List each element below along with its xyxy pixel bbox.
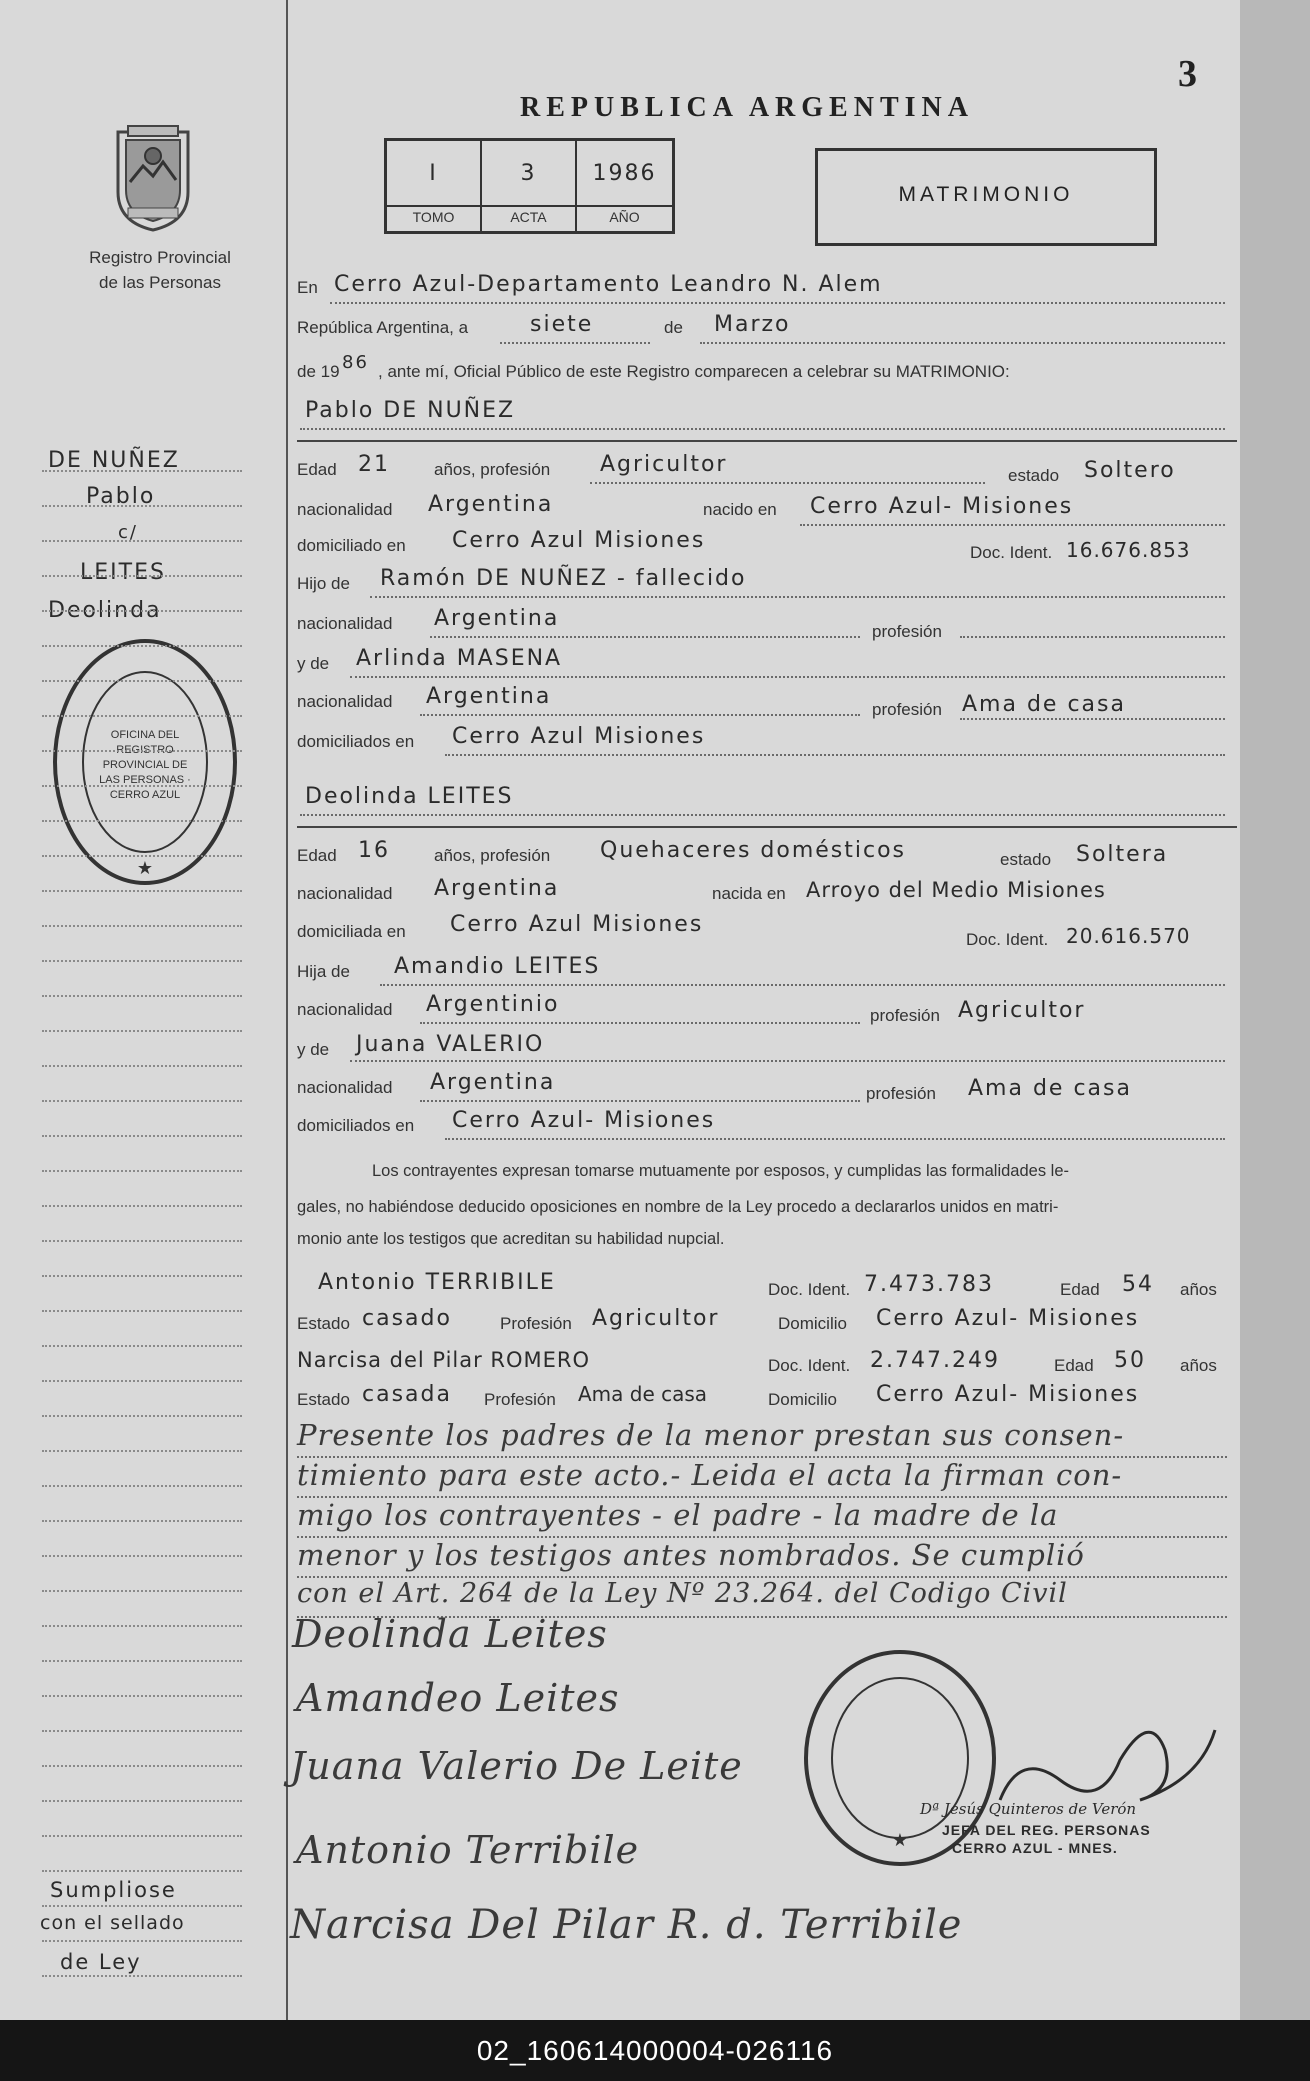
note-line5: con el Art. 264 de la Ley Nº 23.264. del Codigo Civil [297,1578,1068,1609]
margin-guide-line [42,960,242,962]
margin-guide-line [42,1065,242,1067]
margin-guide-line [42,575,242,577]
bride-nacida: Arroyo del Medio Misiones [806,878,1106,902]
groom-mother-prof: Ama de casa [962,692,1126,717]
province-seal-icon [108,122,198,234]
marriage-day: siete [530,312,594,337]
groom-nacido: Cerro Azul- Misiones [810,494,1074,519]
intro-statement: , ante mí, Oficial Público de este Registro comparecen a celebrar su MATRIMONIO: [378,362,1010,381]
document-type-box [815,148,1157,246]
label-bride-father-nac: nacionalidad [297,1000,393,1019]
groom-parents-dom: Cerro Azul Misiones [452,724,706,749]
groom-estado: Soltero [1084,458,1176,483]
margin-guide-line [42,750,242,752]
margin-rule [286,0,288,2020]
label-witness1-anos: años [1180,1280,1217,1299]
declaration-line2: gales, no habiéndose deducido oposiciones en nombre de la Ley procedo a declararlos unidos en matri- [297,1198,1059,1216]
declaration-line3: monio ante los testigos que acreditan su habilidad nupcial. [297,1230,725,1248]
label-bride-mother-prof: profesión [866,1084,936,1103]
label-witness1-profesion: Profesión [500,1314,572,1333]
registry-name-line1: Registro Provincial [89,248,231,267]
margin-note-line2: con el sellado [40,1912,185,1934]
label-groom-hijo: Hijo de [297,574,350,593]
anio-label: AÑO [577,205,672,225]
margin-guide-line [42,540,242,542]
margin-guide-line [42,1275,242,1277]
label-groom-doc: Doc. Ident. [970,543,1053,562]
margin-guide-line [42,925,242,927]
signature-witness1: Antonio Terribile [296,1828,640,1872]
label-bride-doc: Doc. Ident. [966,930,1049,949]
margin-guide-line [42,1485,242,1487]
label-groom-domicilio: domiciliado en [297,536,406,555]
witness2-profesion: Ama de casa [578,1382,708,1406]
margin-guide-line [42,1975,242,1977]
bride-mother: Juana VALERIO [356,1032,545,1057]
margin-surname: DE NUÑEZ [48,448,180,473]
label-bride-edad: Edad [297,846,337,865]
margin-guide-line [42,1835,242,1837]
note-line4: menor y los testigos antes nombrados. Se cumplió [297,1538,1085,1572]
label-groom-parents-dom: domiciliados en [297,732,415,751]
page-edge [1240,0,1310,2020]
margin-guide-line [42,505,242,507]
label-groom-mother-nac: nacionalidad [297,692,393,711]
bride-edad: 16 [358,838,390,863]
label-witness2-domicilio: Domicilio [768,1390,837,1409]
margin-guide-line [42,1345,242,1347]
label-bride-father-prof: profesión [870,1006,940,1025]
bride-profesion: Quehaceres domésticos [600,838,907,863]
margin-guide-line [42,1870,242,1872]
image-caption: 02_160614000004-026116 [476,2035,834,2066]
margin-note-line1: Sumpliose [50,1878,177,1902]
margin-connector: c/ [118,522,138,543]
witness1-doc: 7.473.783 [864,1272,994,1297]
label-groom-father-nac: nacionalidad [297,614,393,633]
margin-guide-line [42,470,242,472]
margin-guide-line [42,1030,242,1032]
label-bride-nacida: nacida en [712,884,786,903]
record-reference-box [384,138,675,234]
marriage-year-suffix: 86 [342,352,369,373]
label-witness2-doc: Doc. Ident. [768,1356,851,1375]
witness1-profesion: Agricultor [592,1306,720,1331]
groom-edad: 21 [358,452,390,477]
note-line2: timiento para este acto.- Leida el acta la firman con- [297,1458,1123,1492]
tomo-value: I [429,161,438,186]
margin-guide-line [42,785,242,787]
witness2-name: Narcisa del Pilar ROMERO [297,1348,591,1372]
acta-value: 3 [520,161,537,186]
label-groom-yde: y de [297,654,330,673]
margin-bride-given: Deolinda [48,598,162,623]
official-office: CERRO AZUL - MNES. [952,1840,1118,1856]
signature-bride-father: Amandeo Leites [296,1676,620,1720]
declaration-line1: Los contrayentes expresan tomarse mutuamente por esposos, y cumplidas las formalidades le- [372,1162,1070,1180]
country-title: REPUBLICA ARGENTINA [520,92,974,123]
margin-guide-line [42,1905,242,1907]
bride-father-prof: Agricultor [958,998,1086,1023]
margin-guide-line [42,890,242,892]
margin-guide-line [42,1205,242,1207]
margin-guide-line [42,1240,242,1242]
margin-guide-line [42,1100,242,1102]
witness2-domicilio: Cerro Azul- Misiones [876,1382,1140,1407]
witness1-estado: casado [362,1306,452,1331]
bride-parents-dom: Cerro Azul- Misiones [452,1108,716,1133]
groom-mother: Arlinda MASENA [356,646,563,671]
label-en: En [297,278,318,297]
margin-guide-line [42,1170,242,1172]
label-witness1-doc: Doc. Ident. [768,1280,851,1299]
margin-guide-line [42,855,242,857]
label-bride-profesion: años, profesión [434,846,551,865]
margin-guide-line [42,1765,242,1767]
page-number: 3 [1178,53,1197,95]
label-groom-profesion: años, profesión [434,460,551,479]
label-bride-estado: estado [1000,850,1052,869]
svg-text:★: ★ [891,1830,909,1851]
bride-mother-nac: Argentina [430,1070,556,1095]
groom-doc: 16.676.853 [1066,538,1191,562]
label-groom-mother-prof: profesión [872,700,942,719]
anio-value: 1986 [592,161,657,186]
groom-mother-nac: Argentina [426,684,552,709]
label-groom-estado: estado [1008,466,1060,485]
label-groom-father-prof: profesión [872,622,942,641]
witness2-edad: 50 [1114,1348,1146,1373]
label-bride-yde: y de [297,1040,330,1059]
label-witness2-profesion: Profesión [484,1390,556,1409]
label-bride-parents-dom: domiciliados en [297,1116,415,1135]
bride-father: Amandio LEITES [394,954,601,979]
official-name: Dª Jesús Quinteros de Verón [920,1800,1137,1818]
witness2-estado: casada [362,1382,452,1407]
margin-guide-line [42,715,242,717]
bride-domicilio: Cerro Azul Misiones [450,912,704,937]
signature-witness2: Narcisa Del Pilar R. d. Terribile [290,1902,963,1948]
bride-doc: 20.616.570 [1066,924,1191,948]
margin-given-name: Pablo [86,484,156,509]
margin-guide-line [42,1800,242,1802]
label-groom-nacido: nacido en [703,500,777,519]
margin-guide-line [42,1380,242,1382]
margin-guide-line [42,1695,242,1697]
bride-father-nac: Argentinio [426,992,560,1017]
marriage-place: Cerro Azul-Departamento Leandro N. Alem [334,272,883,297]
margin-guide-line [42,1520,242,1522]
label-witness2-anos: años [1180,1356,1217,1375]
signature-bride-mother: Juana Valerio De Leite [290,1744,743,1788]
label-witness2-edad: Edad [1054,1356,1094,1375]
margin-note-line3: de Ley [60,1950,142,1974]
label-witness1-edad: Edad [1060,1280,1100,1299]
label-witness1-estado: Estado [297,1314,350,1333]
registry-stamp-text: OFICINA DEL REGISTRO PROVINCIAL DE LAS PERSONAS · CERRO AZUL [99,729,191,801]
label-de-month: de [664,318,683,337]
witness1-edad: 54 [1122,1272,1154,1297]
label-groom-nacionalidad: nacionalidad [297,500,393,519]
margin-guide-line [42,645,242,647]
margin-guide-line [42,1590,242,1592]
groom-profesion: Agricultor [600,452,728,477]
label-year-prefix: de 19 [297,362,340,381]
bride-nacionalidad: Argentina [434,876,560,901]
margin-guide-line [42,1415,242,1417]
margin-guide-line [42,1450,242,1452]
svg-text:★: ★ [136,858,154,879]
groom-father: Ramón DE NUÑEZ - fallecido [380,566,747,591]
registry-name-line2: de las Personas [99,273,221,292]
margin-guide-line [42,1730,242,1732]
label-bride-domicilio: domiciliada en [297,922,406,941]
witness1-name: Antonio TERRIBILE [318,1270,556,1295]
label-bride-hija: Hija de [297,962,350,981]
official-title: JEFA DEL REG. PERSONAS [942,1822,1151,1838]
margin-guide-line [42,995,242,997]
bride-estado: Soltera [1076,842,1169,867]
margin-guide-line [42,1135,242,1137]
label-republica: República Argentina, a [297,318,469,337]
label-bride-nacionalidad: nacionalidad [297,884,393,903]
margin-guide-line [42,1660,242,1662]
bride-name: Deolinda LEITES [305,784,514,809]
note-line3: migo los contrayentes - el padre - la madre de la [297,1498,1059,1532]
label-witness2-estado: Estado [297,1390,350,1409]
label-bride-mother-nac: nacionalidad [297,1078,393,1097]
registry-stamp [50,636,240,888]
margin-guide-line [42,820,242,822]
tomo-label: TOMO [387,205,480,225]
margin-guide-line [42,1625,242,1627]
margin-guide-line [42,1310,242,1312]
bride-mother-prof: Ama de casa [968,1076,1132,1101]
marriage-month: Marzo [714,312,791,337]
margin-guide-line [42,1940,242,1942]
groom-name: Pablo DE NUÑEZ [305,398,516,423]
margin-guide-line [42,610,242,612]
acta-label: ACTA [482,205,575,225]
margin-bride-surname: LEITES [80,560,166,585]
groom-nacionalidad: Argentina [428,492,554,517]
margin-guide-line [42,680,242,682]
margin-guide-line [42,1555,242,1557]
note-line1: Presente los padres de la menor prestan sus consen- [297,1418,1125,1452]
document-type: MATRIMONIO [898,183,1074,206]
witness2-doc: 2.747.249 [870,1348,1000,1373]
label-witness1-domicilio: Domicilio [778,1314,847,1333]
signature-bride: Deolinda Leites [292,1612,608,1656]
witness1-domicilio: Cerro Azul- Misiones [876,1306,1140,1331]
groom-father-nac: Argentina [434,606,560,631]
groom-domicilio: Cerro Azul Misiones [452,528,706,553]
label-groom-edad: Edad [297,460,337,479]
